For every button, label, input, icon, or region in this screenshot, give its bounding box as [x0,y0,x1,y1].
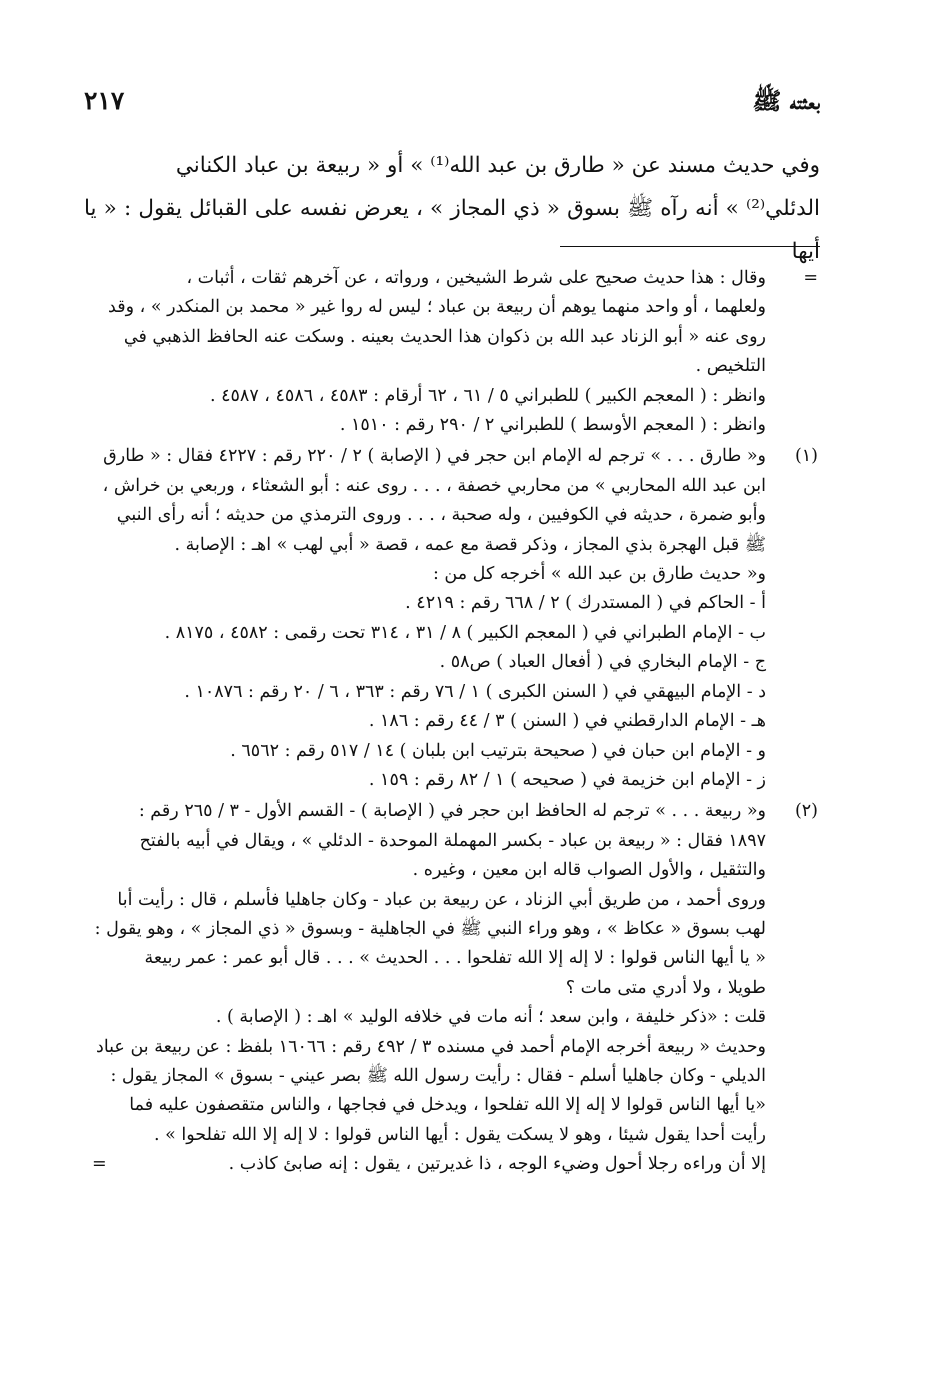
footnote-line: وقال : هذا حديث صحيح على شرط الشيخين ، ورواته ، عن آخرهم ثقات ، أثبات ، [186,268,766,288]
footnote-line: لهب بسوق « عكاظ » ، وهو وراء النبي ﷺ في الجاهلية - وبسوق « ذي المجاز » ، وهو يقول : [94,918,766,939]
footnote-1 [84,442,820,795]
footnote-line: و« حديث طارق بن عبد الله » أخرجه كل من : [432,564,766,585]
footnote-line: ولعلهما ، أو واحد منهما يوهم أن ربيعة بن عباد ؛ ليس له روا غير « محمد بن المنكدر » ، وقد [108,297,766,318]
footnote-line: «يا أيها الناس قولوا لا إله إلا الله تفلحوا ، ويدخل في فجاجها ، والناس متقصفون عليه فما [129,1095,766,1116]
footnote-marker: (١) [794,446,818,467]
main-text [84,144,820,273]
footnote-marker: (٢) [794,801,818,822]
footnote-line: قلت : «ذكر خليفة ، وابن سعد ؛ أنه مات في خلافه الوليد » اهـ : ( الإصابة ) . [215,1007,766,1028]
footnote-line: رأيت أحدا يقول شيئا ، وهو لا يسكت يقول : أيها الناس قولوا : لا إله إلا الله تفلحوا » . [153,1124,766,1145]
footnote-line: د - الإمام البيهقي في ( السنن الكبرى ) ١ / ٧٦ رقم : ٣٦٣ ، ٦ / ٢٠ رقم : ١٠٨٧٦ . [184,681,766,702]
footnote-line: ابن عبد الله المحاربي » من محاربي خصفة ، . . . روى عنه : أبو الشعثاء ، وربعي بن خراش ، [102,475,766,496]
footnote-line: و - الإمام ابن حبان في ( صحيحة بترتيب ابن بلبان ) ١٤ / ٥١٧ رقم : ٦٥٦٢ . [230,740,766,761]
footnote-line: إلا أن وراءه رجلا أحول وضيء الوجه ، ذا غديرتين ، يقول : إنه صابئ كاذب . [228,1154,766,1175]
footnote-line: روى عنه « أبو الزناد عبد الله بن ذكوان هذا الحديث بعينه . وسكت عنه الحافظ الذهبي في التلخيص . [123,326,766,377]
footnote-line: « يا أيها الناس قولوا : لا إله إلا الله تفلحوا . . . الحديث » . . . قال أبو عمر : عمر ربيعة [144,948,766,969]
footnote-line: وأبو ضمرة ، حديثه في الكوفيين ، وله صحبة ، . . . وروى الترمذي من حديثه ؛ أنه رأى النبي [116,505,766,526]
footnote-line: أ - الحاكم في ( المستدرك ) ٢ / ٦٦٨ رقم : ٤٢١٩ . [405,593,766,614]
footnote-line: هـ - الإمام الدارقطني في ( السنن ) ٣ / ٤٤ رقم : ١٨٦ . [368,711,766,732]
main-text-line: الدئلي⁽²⁾ » أنه رآه ﷺ بسوق « ذي المجاز » ، يعرض نفسه على القبائل يقول : « يا أيها [84,196,820,264]
footnote-line: الديلي - وكان جاهليا أسلم - فقال : رأيت رسول الله ﷺ بصر عيني - بسوق » المجاز يقول : [110,1065,766,1086]
footnote-line: وحديث « ربيعة أخرجه الإمام أحمد في مسنده ٣ / ٤٩٢ رقم : ١٦٠٦٦ بلفظ : عن ربيعة بن عباد [96,1036,766,1057]
footnote-line: ز - الإمام ابن خزيمة في ( صحيحه ) ١ / ٨٢ رقم : ١٥٩ . [368,769,766,790]
footnote-2 [84,797,820,1179]
footnote-line: و« ربيعة . . . » ترجم له الحافظ ابن حجر في ( الإصابة ) - القسم الأول - ٣ / ٢٦٥ رقم : [138,801,766,822]
footnote-line: و« طارق . . . » ترجم له الإمام ابن حجر في ( الإصابة ) ٢ / ٢٢٠ رقم : ٤٢٢٧ فقال : « طارق [103,446,766,467]
footnote-line: وانظر : ( المعجم الأوسط ) للطبراني ٢ / ٢٩٠ رقم : ١٥١٠ . [339,415,766,436]
footnote-continuation [84,264,820,440]
main-text-line: وفي حديث مسند عن « طارق بن عبد الله⁽¹⁾ » أو « ربيعة بن عباد الكناني [175,153,820,178]
footnote-line: طويلا ، ولا أدري متى مات ؟ [565,977,766,998]
footnote-line: وانظر : ( المعجم الكبير ) للطبراني ٥ / ٦١ ، ٦٢ أرقام : ٤٥٨٣ ، ٤٥٨٦ ، ٤٥٨٧ . [209,385,766,406]
continuation-marker: = [803,268,818,288]
footnote-line: ج - الإمام البخاري في ( أفعال العباد ) ص٥٨ . [439,652,766,673]
page-number: ٢١٧ [84,86,125,115]
footnote-line: والتثقيل ، والأول الصواب قاله ابن معين ، وغيره . [412,860,766,881]
footnote-line: ب - الإمام الطبراني في ( المعجم الكبير ) ٨ / ٣١ ، ٣١٤ تحت رقمى : ٤٥٨٢ ، ٨١٧٥ . [164,622,766,643]
continuation-marker: = [92,1154,107,1175]
running-title: بعثته ﷺ [752,86,820,115]
footnotes [84,262,820,1180]
footnote-line: ١٨٩٧ فقال : « ربيعة بن عباد - بكسر المهملة الموحدة - الدئلي » ، ويقال في أبيه بالفتح [139,830,766,851]
footnote-separator [560,246,820,247]
page-header [84,86,820,126]
footnote-line: ﷺ قبل الهجرة بذي المجاز ، وذكر قصة مع عمه ، قصة « أبي لهب » اهـ : الإصابة . [174,534,766,555]
footnote-line: وروى أحمد ، من طريق أبي الزناد ، عن ربيعة بن عباد - وكان جاهليا فأسلم ، قال : رأيت أبا [117,889,766,910]
